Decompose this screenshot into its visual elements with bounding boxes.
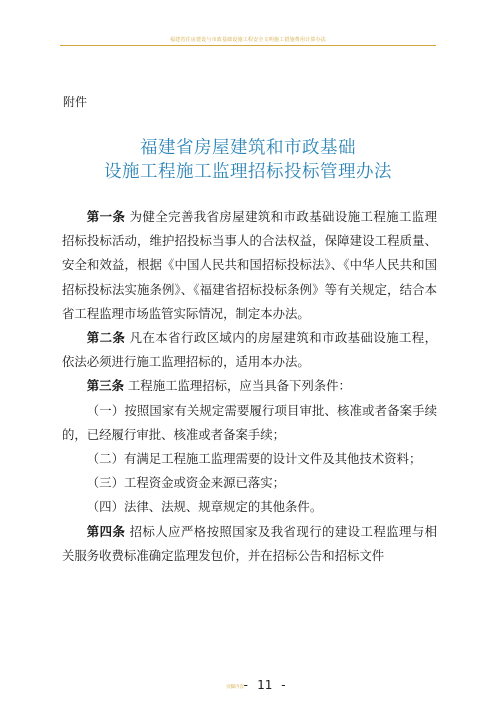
list-item: （四）法律、法规、规章规定的其他条件。 [86, 499, 323, 515]
article-number: 第一条 [86, 209, 126, 224]
article-4 [62, 520, 437, 568]
article-3 [62, 374, 437, 398]
document-title-line2: 设施工程施工监理招标投标管理办法 [104, 162, 392, 182]
list-item: （二）有满足工程施工监理需要的设计文件及其他技术资料； [86, 451, 422, 467]
document-title-line1: 福建省房屋建筑和市政基础 [140, 138, 356, 158]
article-text: 凡在本省行政区域内的房屋建筑和市政基础设施工程，依法必须进行施工监理招标的，适用本办法。 [62, 330, 438, 370]
article-number: 第三条 [86, 378, 124, 394]
attachment-label: 附件 [63, 95, 88, 109]
article-number: 第二条 [86, 330, 126, 346]
page-header: 福建省住房建设与市政基础设施工程安全文明施工措施费用计算办法 [169, 37, 326, 43]
article-2 [62, 326, 437, 374]
article-text: 为健全完善我省房屋建筑和市政基础设施工程施工监理招标投标活动，维护招投标当事人的合法权益，保障建设工程质量、安全和效益，根据《中国人民共和国招标投标法》、《中华人民共和国招标投标法实施条例》、《福建省招标投标条例》等有关规定，结合本省工程监理市场监管实际情况，制定本办法。 [62, 209, 438, 321]
article-1 [62, 205, 437, 326]
article-number: 第四条 [86, 523, 126, 539]
article-text: 招标人应严格按照国家及我省现行的建设工程监理与相关服务收费标准确定监理发包价，并在招标公告和招标文件 [62, 523, 438, 563]
page-number: - 11 - [242, 677, 288, 692]
list-item: （一）按照国家有关规定需要履行项目审批、核准或者备案手续的，已经履行审批、核准或者备案手续； [62, 402, 437, 442]
article-text: 工程施工监理招标，应当具备下列条件： [127, 378, 351, 394]
footer-note: 页脚内容 [226, 685, 244, 690]
list-item: （三）工程资金或资金来源已落实； [86, 475, 286, 491]
document-body [62, 205, 437, 568]
header-divider [60, 45, 436, 46]
